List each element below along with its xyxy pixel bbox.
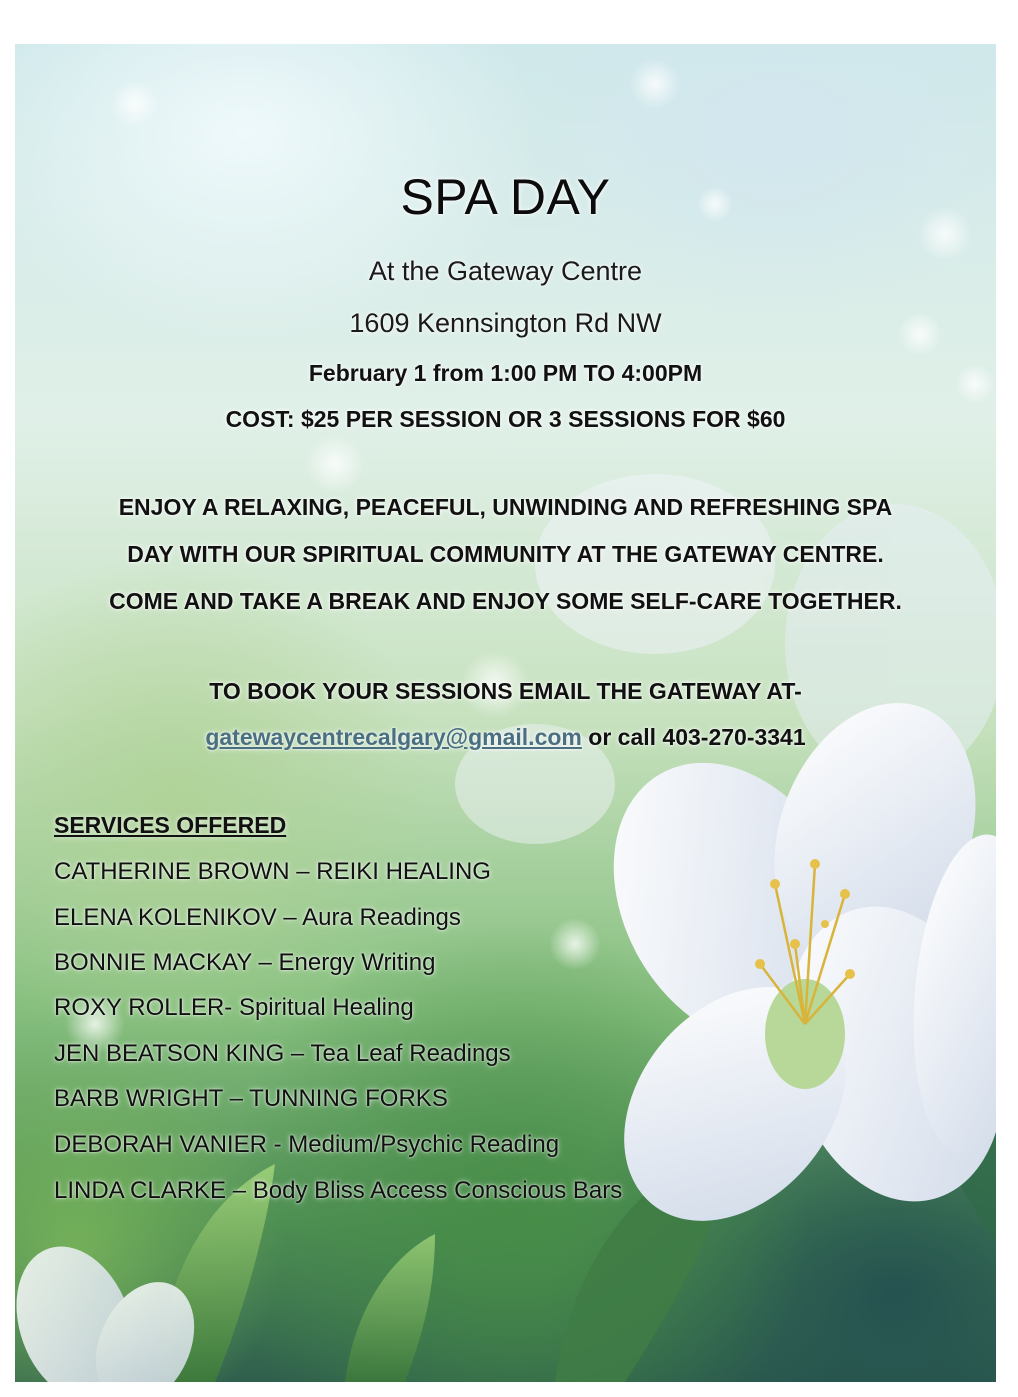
service-item: CATHERINE BROWN – REIKI HEALING	[54, 858, 491, 885]
service-item: DEBORAH VANIER - Medium/Psychic Reading	[54, 1131, 560, 1158]
service-item: LINDA CLARKE – Body Bliss Access Conscious Bars	[54, 1177, 623, 1204]
spa-day-flyer	[15, 44, 996, 1382]
contact-line	[15, 724, 996, 751]
service-item: BARB WRIGHT – TUNNING FORKS	[54, 1085, 448, 1112]
service-item: ELENA KOLENIKOV – Aura Readings	[54, 904, 461, 931]
flyer-title: SPA DAY	[400, 169, 611, 225]
email-link[interactable]: gatewaycentrecalgary@gmail.com	[205, 724, 582, 750]
date-time-line: February 1 from 1:00 PM TO 4:00PM	[308, 360, 703, 386]
service-item: BONNIE MACKAY – Energy Writing	[54, 949, 436, 976]
service-item: JEN BEATSON KING – Tea Leaf Readings	[54, 1040, 511, 1067]
services-heading: SERVICES OFFERED	[54, 812, 287, 838]
venue-line: At the Gateway Centre	[368, 256, 643, 286]
booking-line: TO BOOK YOUR SESSIONS EMAIL THE GATEWAY AT-	[209, 678, 802, 704]
service-item: ROXY ROLLER- Spiritual Healing	[54, 994, 414, 1021]
address-line: 1609 Kennsington Rd NW	[349, 308, 662, 338]
description-line-2: DAY WITH OUR SPIRITUAL COMMUNITY AT THE GATEWAY CENTRE.	[127, 541, 884, 567]
description-line-1: ENJOY A RELAXING, PEACEFUL, UNWINDING AND REFRESHING SPA	[118, 494, 893, 520]
phone-text: or call 403-270-3341	[581, 724, 806, 750]
description-line-3: COME AND TAKE A BREAK AND ENJOY SOME SELF-CARE TOGETHER.	[109, 588, 902, 614]
flyer-content	[15, 44, 996, 1382]
cost-line: COST: $25 PER SESSION OR 3 SESSIONS FOR $60	[225, 406, 786, 432]
